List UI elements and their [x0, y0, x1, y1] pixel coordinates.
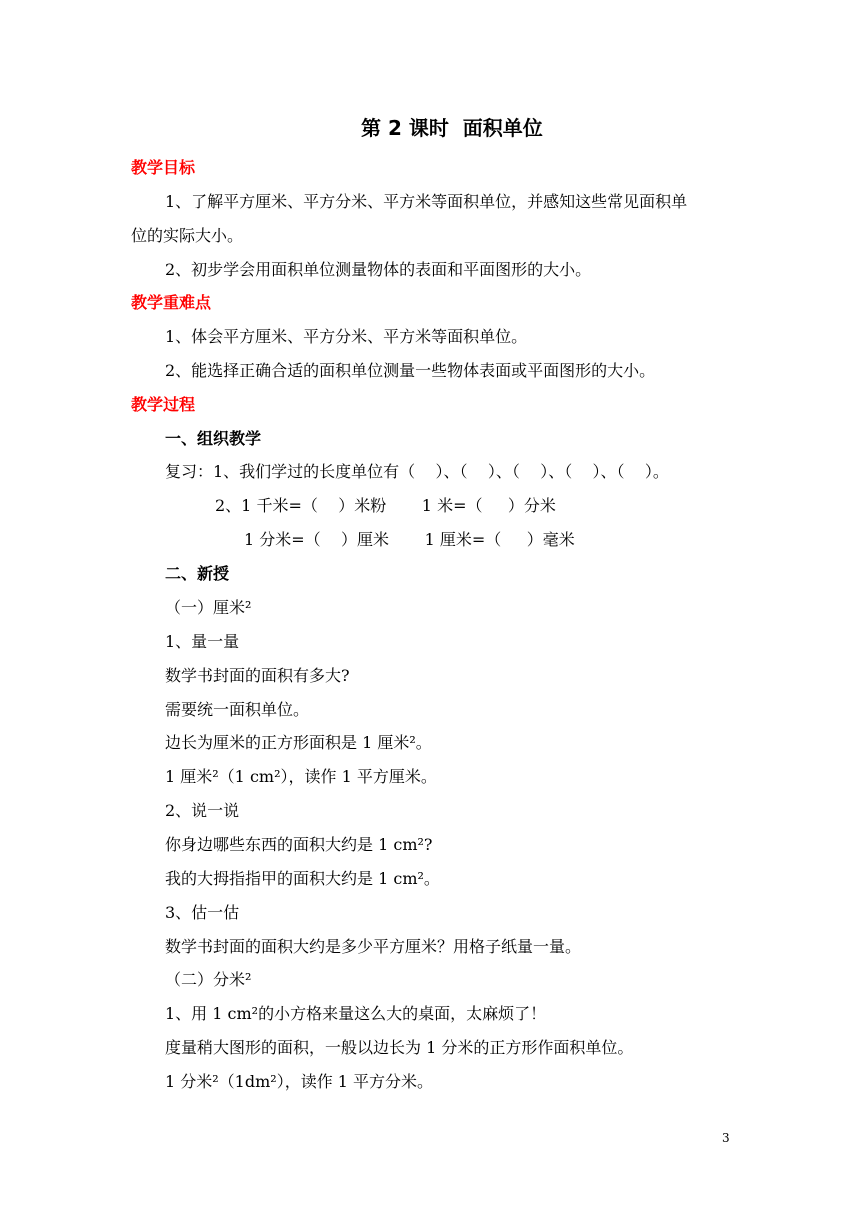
- lesson-line: 数学书封面的面积有多大?: [165, 666, 350, 685]
- lesson-line: 度量稍大图形的面积，一般以边长为 1 分米的正方形作面积单位。: [165, 1038, 634, 1057]
- lesson-line: 数学书封面的面积大约是多少平方厘米？用格子纸量一量。: [165, 937, 582, 956]
- lesson-line: 1、量一量: [165, 632, 240, 651]
- review-line-3: 1 分米=（ ）厘米 1 厘米=（ ）毫米: [244, 530, 575, 549]
- lesson-line: 1 厘米²（1 cm²），读作 1 平方厘米。: [165, 767, 437, 786]
- goals-paragraph-1: 1、了解平方厘米、平方分米、平方米等面积单位，并感知这些常见面积单: [165, 192, 688, 211]
- lesson-line: 3、估一估: [165, 903, 240, 922]
- lesson-line: 1、用 1 cm²的小方格来量这么大的桌面，太麻烦了！: [165, 1004, 547, 1023]
- keypoints-paragraph-2: 2、能选择正确合适的面积单位测量一些物体表面或平面图形的大小。: [165, 361, 656, 380]
- page-title: 第 2 课时 面积单位: [361, 116, 543, 140]
- lesson-line: 边长为厘米的正方形面积是 1 厘米²。: [165, 733, 432, 752]
- section-heading-process: 教学过程: [131, 395, 196, 414]
- review-line-1: 复习：1、我们学过的长度单位有（ ）、（ ）、（ ）、（ ）、（ ）。: [165, 462, 669, 481]
- section-heading-goals: 教学目标: [131, 158, 196, 177]
- lesson-line: 1 分米²（1dm²），读作 1 平方分米。: [165, 1072, 434, 1091]
- page-number: 3: [722, 1131, 730, 1145]
- subheading-new-lesson: 二、新授: [165, 564, 230, 583]
- lesson-line: （二）分米²: [165, 970, 252, 989]
- section-heading-keypoints: 教学重难点: [131, 293, 212, 312]
- lesson-line: 2、说一说: [165, 801, 240, 820]
- review-line-2: 2、1 千米=（ ）米粉 1 米=（ ）分米: [215, 496, 556, 515]
- lesson-line: 需要统一面积单位。: [165, 700, 310, 719]
- goals-paragraph-1-cont: 位的实际大小。: [131, 226, 244, 245]
- subheading-organize: 一、组织教学: [165, 429, 262, 448]
- lesson-line: （一）厘米²: [165, 598, 252, 617]
- goals-paragraph-2: 2、初步学会用面积单位测量物体的表面和平面图形的大小。: [165, 260, 592, 279]
- lesson-line: 我的大拇指指甲的面积大约是 1 cm²。: [165, 869, 440, 888]
- lesson-line: 你身边哪些东西的面积大约是 1 cm²?: [165, 835, 433, 854]
- keypoints-paragraph-1: 1、体会平方厘米、平方分米、平方米等面积单位。: [165, 327, 528, 346]
